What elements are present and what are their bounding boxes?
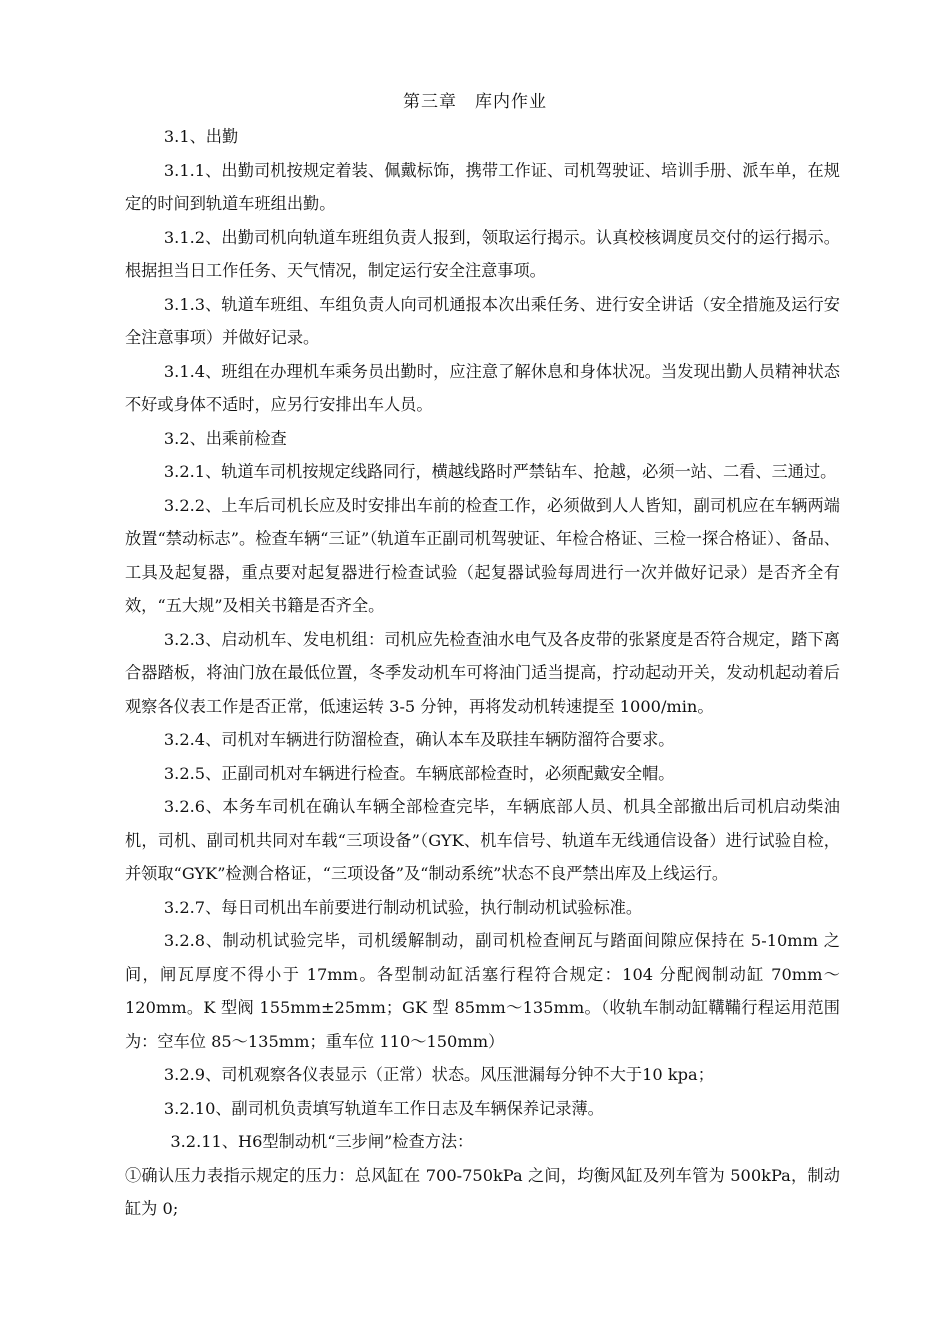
paragraph: 3.1.2、出勤司机向轨道车班组负责人报到，领取运行揭示。认真校核调度员交付的运行揭示。根据担当日工作任务、天气情况，制定运行安全注意事项。 xyxy=(125,227,840,280)
paragraph: 3.2.5、正副司机对车辆进行检查。车辆底部检查时，必须配戴安全帽。 xyxy=(163,763,675,783)
paragraph: 3.2.11、H6型制动机“三步闸”检查方法： xyxy=(170,1132,474,1151)
paragraph: 3.1.4、班组在办理机车乘务员出勤时，应注意了解休息和身体状况。当发现出勤人员精神状态不好或身体不适时，应另行安排出车人员。 xyxy=(125,361,840,414)
section-heading: 3.1、出勤 xyxy=(163,127,239,146)
paragraph: 3.2.9、司机观察各仪表显示（正常）状态。风压泄漏每分钟不大于10 kpa； xyxy=(163,1065,714,1084)
paragraph: 3.1.3、轨道车班组、车组负责人向司机通报本次出乘任务、进行安全讲话（安全措施及运行安全注意事项）并做好记录。 xyxy=(125,294,840,347)
paragraph: 3.1.1、出勤司机按规定着装、佩戴标饰，携带工作证、司机驾驶证、培训手册、派车单，在规定的时间到轨道车班组出勤。 xyxy=(125,160,840,213)
section-heading: 3.2、出乘前检查 xyxy=(163,428,287,448)
paragraph: 3.2.2、上车后司机长应及时安排出车前的检查工作，必须做到人人皆知，副司机应在车辆两端放置“禁动标志”。检查车辆“三证”（轨道车正副司机驾驶证、年检合格证、三检一探合格证）、备品、工具及起复器，重点要对起复器进行检查试验（起复器试验每周进行一次并做好记录）是否齐全有效，“五大规”及相关书籍是否齐全。 xyxy=(125,495,840,615)
document-body xyxy=(125,120,840,1226)
paragraph: 3.2.8、制动机试验完毕，司机缓解制动，副司机检查闸瓦与踏面间隙应保持在 5-10mm 之间，闸瓦厚度不得小于 17mm。各型制动缸活塞行程符合规定：104 分配阀制动缸 70mm～120mm。K 型阀 155mm±25mm；GK 型 85mm～135mm。（收轨车制动缸鞲鞴行程运用范围为：空车位 85～135mm；重车位 110～150mm） xyxy=(125,931,840,1051)
chapter-title: 第三章 库内作业 xyxy=(403,92,547,112)
paragraph: 3.2.1、轨道车司机按规定线路同行，横越线路时严禁钻车、抢越，必须一站、二看、三通过。 xyxy=(163,462,837,481)
paragraph: 3.2.3、启动机车、发电机组：司机应先检查油水电气及各皮带的张紧度是否符合规定，踏下离合器踏板，将油门放在最低位置，冬季发动机车可将油门适当提高，拧动起动开关，发动机起动着后观察各仪表工作是否正常，低速运转 3-5 分钟，再将发动机转速提至 1000/min。 xyxy=(125,629,840,716)
paragraph: 3.2.4、司机对车辆进行防溜检查，确认本车及联挂车辆防溜符合要求。 xyxy=(163,730,675,749)
paragraph: 3.2.10、副司机负责填写轨道车工作日志及车辆保养记录薄。 xyxy=(163,1098,604,1118)
numbered-step: ①确认压力表指示规定的压力：总风缸在 700-750kPa 之间，均衡风缸及列车管为 500kPa，制动缸为 0; xyxy=(125,1165,840,1218)
paragraph: 3.2.7、每日司机出车前要进行制动机试验，执行制动机试验标准。 xyxy=(163,897,643,917)
paragraph: 3.2.6、本务车司机在确认车辆全部检查完毕，车辆底部人员、机具全部撤出后司机启动柴油机，司机、副司机共同对车载“三项设备”（GYK、机车信号、轨道车无线通信设备）进行试验自检，并领取“GYK”检测合格证，“三项设备”及“制动系统”状态不良严禁出库及上线运行。 xyxy=(125,797,840,883)
